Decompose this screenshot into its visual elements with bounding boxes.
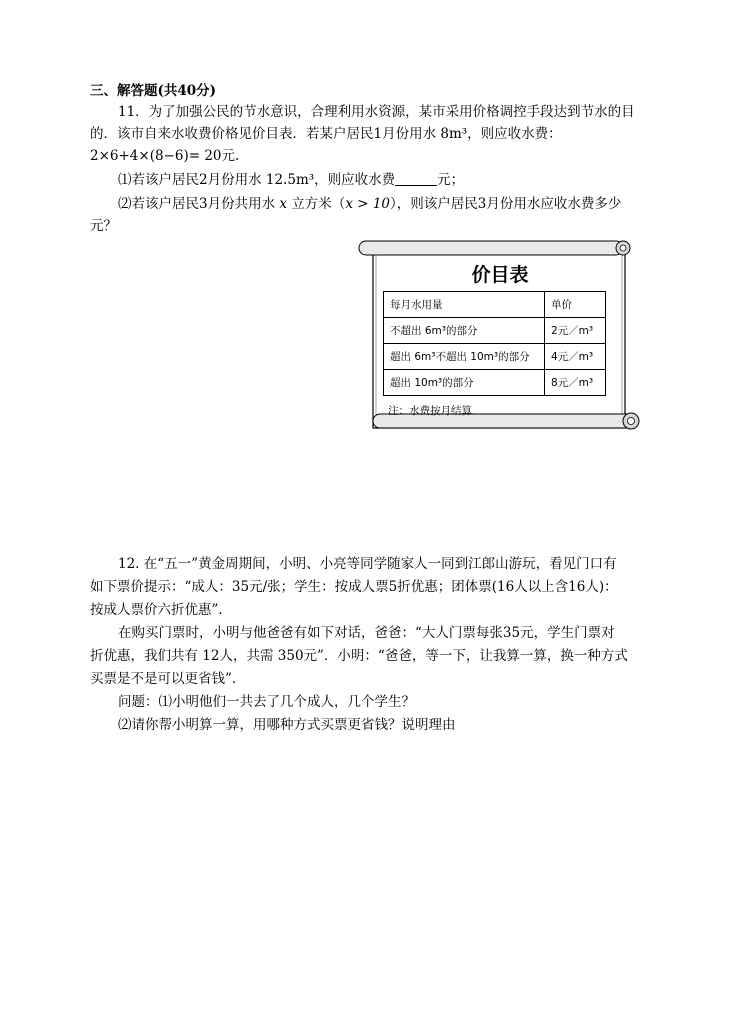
q12-line-5: 折优惠，我们共有 12人，共需 350元”．小明：“爸爸，等一下，让我算一算，换一种方式 [90,648,628,664]
q11-variable: x [279,196,288,212]
table-row [384,318,606,344]
q12-question-2: ⑵请你帮小明算一算，用哪种方式买票更省钱？说明理由 [118,717,456,733]
price-table-scroll [355,238,645,433]
answer-blank[interactable] [395,171,437,186]
q12-line-6: 买票是不是可以更省钱”． [90,671,246,687]
table-cell: 4元／m³ [545,344,606,370]
q12-line-4: 在购买门票时，小明与他爸爸有如下对话，爸爸：“大人门票每张35元，学生门票对 [118,625,615,641]
table-header-cell: 单价 [545,292,606,318]
q11-line-2: 的．该市自来水收费价格见价目表．若某户居民1月份用水 8m³，则应收水费： [90,126,562,142]
q11-part-1 [118,169,464,191]
q12-question-1: 问题：⑴小明他们一共去了几个成人，几个学生？ [118,694,415,710]
q11-formula: 2×6+4×(8−6)= 20元. [90,148,240,164]
q11-part-1-text: ⑴若该户居民2月份用水 12.5m³，则应收水费 [118,172,396,188]
table-row [384,344,606,370]
price-table [383,291,606,396]
q11-part-2-text: ⑵若该户居民3月份共用水 [118,196,276,212]
table-header-cell: 每月水用量 [384,292,545,318]
q11-part-2-text-b: 立方米（ [291,196,346,212]
q11-part-2-line-2: 元？ [90,218,117,234]
section-title: 三、解答题(共40分) [90,83,217,99]
q11-part-1-unit: 元； [437,172,465,188]
q11-part-2-text-c: ），则该户居民3月份用水应收水费多少 [390,196,622,212]
table-header-row [384,292,606,318]
q12-line-3: 按成人票价六折优惠”． [90,602,232,618]
table-row [384,370,606,396]
q12-line-1: 12. 在“五一”黄金周期间，小明、小亮等同学随家人一同到江郎山游玩，看见门口有 [118,556,617,572]
price-table-note: 注：水费按月结算． [388,405,483,417]
table-cell: 不超出 6m³的部分 [384,318,545,344]
q11-part-2 [118,193,621,215]
price-table-title: 价目表 [471,264,529,286]
q12-line-2: 如下票价提示：“成人：35元/张；学生：按成人票5折优惠；团体票(16人以上含16人)： [90,579,618,595]
table-cell: 超出 6m³不超出 10m³的部分 [384,344,545,370]
q11-line-1: 11．为了加强公民的节水意识，合理利用水资源，某市采用价格调控手段达到节水的目 [118,104,635,120]
q11-condition: x > 10 [345,196,390,212]
table-cell: 8元／m³ [545,370,606,396]
table-cell: 2元／m³ [545,318,606,344]
table-cell: 超出 10m³的部分 [384,370,545,396]
